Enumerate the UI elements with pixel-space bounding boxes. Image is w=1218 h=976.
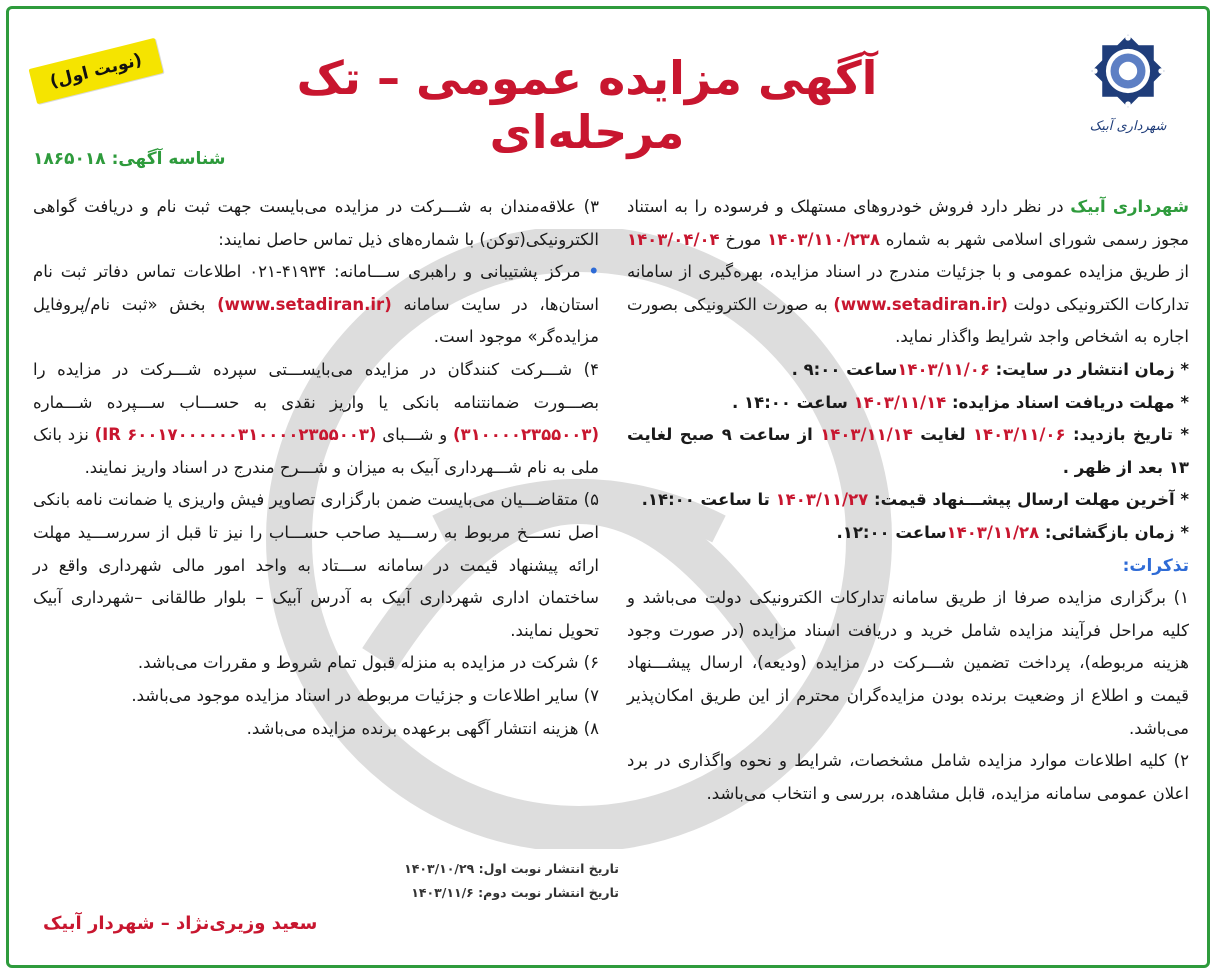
schedule-item-deadline bbox=[627, 484, 1189, 517]
schedule-date: ۱۴۰۳/۱۱/۰۶ bbox=[972, 425, 1066, 445]
schedule-date-2: ۱۴۰۳/۱۱/۱۴ bbox=[820, 425, 913, 445]
schedule-label: * زمان انتشار در سایت: bbox=[989, 359, 1189, 379]
schedule-rest: ساعت ۱۲:۰۰. bbox=[836, 522, 947, 542]
note-3-support bbox=[33, 256, 599, 354]
support-text: مرکز پشتیبانی و راهبری ســـامانه: ۴۱۹۳۴-۰۲۱ اطلاعات تماس دفاتر ثبت نام استان‌ها، در سایت سامانه bbox=[33, 262, 599, 314]
publication-date: ۱۴۰۳/۱۰/۲۹ bbox=[404, 861, 475, 876]
right-column bbox=[627, 191, 1189, 810]
schedule-mid: لغایت bbox=[912, 425, 973, 445]
note-4-text-2: و شـــبای bbox=[376, 425, 453, 445]
schedule-item-documents bbox=[627, 387, 1189, 420]
ad-id-label: شناسه آگهی: bbox=[111, 149, 226, 169]
notes-heading: تذکرات: bbox=[1122, 555, 1189, 576]
publication-label: تاریخ انتشار نوبت دوم: bbox=[473, 885, 619, 900]
schedule-label: * تاریخ بازدید: bbox=[1065, 425, 1189, 445]
note-6: ۶) شرکت در مزایده به منزله قبول تمام شروط و مقررات می‌باشد. bbox=[137, 653, 599, 673]
schedule-rest: ساعت ۱۴:۰۰ . bbox=[732, 392, 854, 412]
intro-paragraph bbox=[627, 191, 1189, 354]
intro-text-1: در نظر دارد فروش خودروهای مستهلک و فرسوده را به استناد مجوز رسمی شورای اسلامی شهر به شماره bbox=[627, 197, 1189, 249]
schedule-date: ۱۴۰۳/۱۱/۲۷ bbox=[775, 490, 869, 510]
municipality-logo bbox=[1069, 25, 1187, 165]
schedule-rest: از ساعت ۹ صبح لغایت ۱۳ بعد از ظهر . bbox=[627, 425, 1189, 477]
intro-text-4: به صورت الکترونیکی بصورت اجاره به اشخاص واجد شرایط واگذار نماید. bbox=[627, 294, 1189, 347]
note-1: ۱) برگزاری مزایده صرفا از طریق سامانه تدارکات الکترونیکی دولت می‌باشد و کلیه مراحل فرآیند مزایده شامل خرید و دریافت اسناد مزایده (در صورت وجود هزینه مربوطه)، پرداخت تضمین شـــرکت در مزایده (ودیعه)، ارسال پیشـــنهاد قیمت و اطلاع از وضعیت برنده بودن مزایده‌گران محترم از این طریق امکان‌پذیر می‌باشد. bbox=[627, 588, 1189, 738]
org-name: شهرداری آبیک bbox=[1070, 197, 1189, 216]
note-4-text-3: نزد بانک ملی به نام شـــهرداری آبیک به میزان و شـــرح مندرج در اسناد واریز نمایند. bbox=[33, 425, 599, 477]
schedule-label: * مهلت دریافت اسناد مزایده: bbox=[946, 392, 1189, 412]
setadiran-link[interactable]: (www.setadiran.ir) bbox=[217, 294, 392, 314]
publication-date: ۱۴۰۳/۱۱/۶ bbox=[411, 885, 474, 900]
schedule-label: * آخرین مهلت ارسال پیشـــنهاد قیمت: bbox=[868, 490, 1189, 510]
note-8: ۸) هزینه انتشار آگهی برعهده برنده مزایده می‌باشد. bbox=[246, 718, 599, 738]
permit-date: ۱۴۰۳/۰۴/۰۴ bbox=[627, 229, 720, 249]
publication-dates bbox=[199, 857, 619, 905]
schedule-rest: ساعت ۹:۰۰ . bbox=[791, 359, 898, 379]
account-number: (۳۱۰۰۰۰۲۳۵۵۰۰۳) bbox=[452, 425, 599, 445]
note-2: ۲) کلیه اطلاعات موارد مزایده شامل مشخصات، شرایط و نحوه واگذاری در برد اعلان عمومی سامانه مزایده، قابل مشاهده، بررسی و انتخاب می‌باشد. bbox=[627, 751, 1189, 803]
publication-second bbox=[199, 881, 619, 905]
left-column bbox=[33, 191, 599, 745]
ad-id-value: ۱۸۶۵۰۱۸ bbox=[33, 149, 106, 169]
signature: سعید وزیری‌نژاد – شهردار آبیک bbox=[43, 913, 318, 934]
schedule-item-opening bbox=[627, 517, 1189, 550]
schedule-item-publish bbox=[627, 354, 1189, 387]
schedule-item-visit bbox=[627, 419, 1189, 484]
round-badge: (نوبت اول) bbox=[29, 38, 164, 104]
support-text-2: بخش «ثبت نام/پروفایل مزایده‌گر» موجود است. bbox=[33, 294, 599, 347]
sheba-number: (IR ۶۰۰۱۷۰۰۰۰۰۰۳۱۰۰۰۰۲۳۵۵۰۰۳) bbox=[94, 425, 377, 445]
publication-label: تاریخ انتشار نوبت اول: bbox=[474, 861, 619, 876]
schedule-date: ۱۴۰۳/۱۱/۰۶ bbox=[897, 359, 990, 379]
note-7: ۷) سایر اطلاعات و جزئیات مربوطه در اسناد مزایده موجود می‌باشد. bbox=[131, 685, 599, 705]
note-4-text-1: ۴) شـــرکت کنندگان در مزایده می‌بایســـتی سپرده شـــرکت در مزایده را بصـــورت ضمانتنامه بانکی یا واریز نقدی به حســـاب ســـپرده شـــماره bbox=[33, 359, 599, 412]
bullet-icon: • bbox=[588, 262, 599, 282]
note-5: ۵) متقاضـــیان می‌بایست ضمن بارگزاری تصاویر فیش واریزی یا ضمانت نامه بانکی اصل نســـخ مربوط به رســـید صاحب حســـاب را نیز تا قبل از سررســـید مهلت ارائه پیشنهاد قیمت در سامانه ســـتاد به واحد امور مالی شهرداری واقع در ساختمان اداری شهرداری آبیک به آدرس آبیک – بلوار طالقانی –شهرداری آبیک تحویل نمایند. bbox=[33, 490, 599, 640]
schedule-rest: تا ساعت ۱۴:۰۰. bbox=[641, 490, 776, 510]
star-emblem-icon bbox=[1082, 25, 1174, 117]
schedule-date: ۱۴۰۳/۱۱/۲۸ bbox=[946, 522, 1040, 542]
publication-first bbox=[199, 857, 619, 881]
logo-caption: شهرداری آبیک bbox=[1089, 119, 1167, 134]
note-3: ۳) علاقه‌مندان به شـــرکت در مزایده می‌بایست جهت ثبت نام و دریافت گواهی الکترونیکی(توکن) با شماره‌های ذیل تماس حاصل نمایند: bbox=[33, 197, 599, 249]
permit-number: ۱۴۰۳/۱۱۰/۲۳۸ bbox=[767, 229, 880, 249]
notice-frame bbox=[6, 6, 1210, 968]
ad-id bbox=[33, 149, 225, 169]
intro-text-2: مورخ bbox=[719, 229, 768, 249]
schedule-label: * زمان بازگشائی: bbox=[1039, 522, 1189, 542]
note-4 bbox=[33, 354, 599, 484]
setadiran-link[interactable]: (www.setadiran.ir) bbox=[833, 294, 1008, 314]
schedule-date: ۱۴۰۳/۱۱/۱۴ bbox=[853, 392, 947, 412]
page-title: آگهی مزایده عمومی – تک مرحله‌ای bbox=[296, 51, 878, 159]
intro-text-3: از طریق مزایده عمومی و با جزئیات مندرج در اسناد مزایده، بهره‌گیری از سامانه تدارکات الکترونیکی دولت bbox=[627, 262, 1189, 314]
